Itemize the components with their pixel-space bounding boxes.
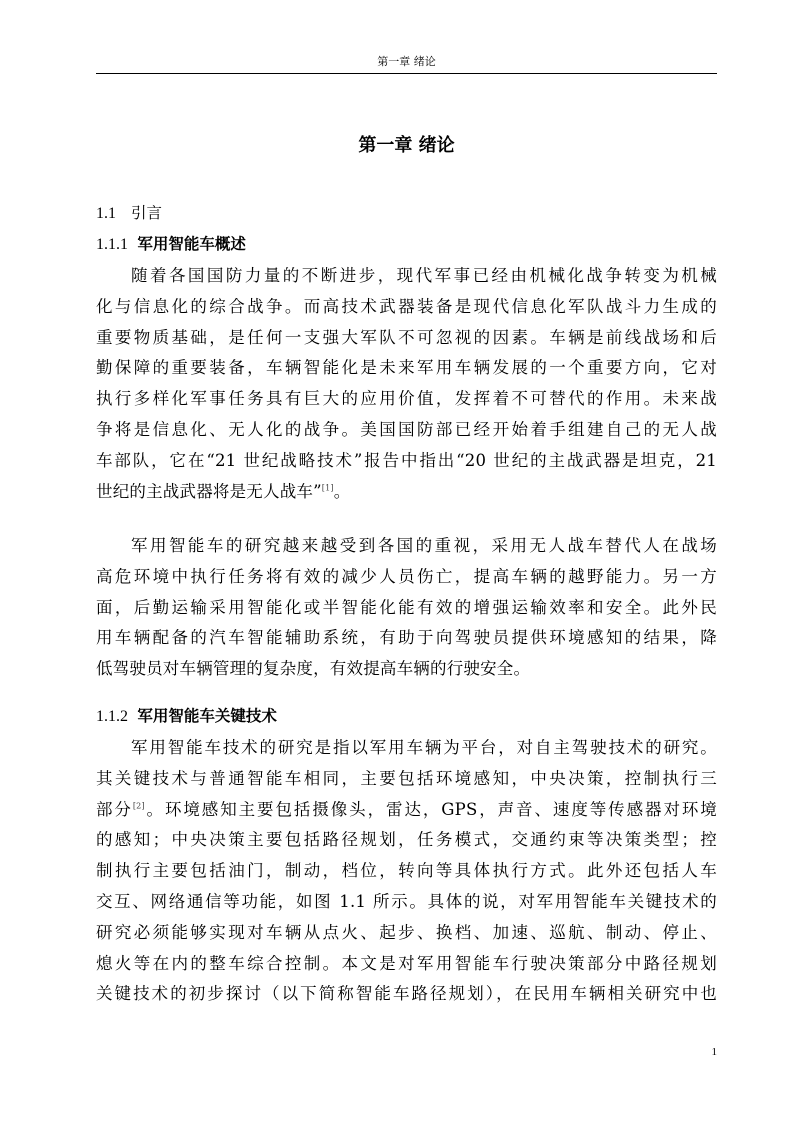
text-line: 面，后勤运输采用智能化或半智能化能有效的增强运输效率和安全。此外民 — [96, 597, 717, 617]
text-fragment: 世纪的主战武器将是无人战车” — [96, 481, 322, 501]
section-heading-1-1-1 — [96, 232, 717, 257]
text-line: 高危环境中执行任务将有效的减少人员伤亡，提高车辆的越野能力。另一方 — [96, 566, 717, 586]
text-fragment: 部分 — [96, 799, 133, 819]
text-line: 重要物质基础，是任何一支强大军队不可忽视的因素。车辆是前线战场和后 — [96, 327, 717, 347]
text-line: 军用智能车技术的研究是指以军用车辆为平台，对自主驾驶技术的研究。 — [131, 738, 717, 757]
paragraph-military-vehicle-overview — [96, 261, 717, 507]
citation-ref: [1] — [321, 483, 334, 493]
text-line: 低驾驶员对车辆管理的复杂度，有效提高车辆的行驶安全。 — [96, 659, 531, 679]
text-line — [96, 795, 717, 826]
text-line: 研究必须能够实现对车辆从点火、起步、换档、加速、巡航、制动、停止、 — [96, 922, 717, 942]
text-line: 制执行主要包括油门，制动，档位，转向等具体执行方式。此外还包括人车 — [96, 861, 717, 881]
text-fragment: 。环境感知主要包括摄像头，雷达，GPS，声音、速度等传感器对环境 — [144, 799, 717, 819]
paragraph-key-technologies — [96, 733, 717, 1010]
text-line: 化与信息化的综合战争。而高技术武器装备是现代信息化军队战斗力生成的 — [96, 296, 717, 316]
text-fragment: 。 — [333, 481, 351, 501]
header-rule — [96, 73, 717, 74]
section-heading-1-1 — [96, 201, 717, 226]
text-line: 军用智能车的研究越来越受到各国的重视，采用无人战车替代人在战场 — [131, 536, 717, 555]
section-title: 军用智能车关键技术 — [137, 707, 277, 725]
text-line: 执行多样化军事任务具有巨大的应用价值，发挥着不可替代的作用。未来战 — [96, 389, 717, 409]
text-line: 交互、网络通信等功能，如图 1.1 所示。具体的说，对军用智能车关键技术的 — [96, 891, 717, 911]
text-line: 关键技术的初步探讨（以下简称智能车路径规划），在民用车辆相关研究中也 — [96, 984, 717, 1004]
text-line: 随着各国国防力量的不断进步，现代军事已经由机械化战争转变为机械 — [131, 266, 717, 285]
page-number: 1 — [711, 1046, 717, 1058]
running-header: 第一章 绪论 — [377, 55, 436, 68]
section-number: 1.1.2 — [96, 708, 128, 725]
section-heading-1-1-2 — [96, 704, 717, 729]
section-title: 引言 — [130, 204, 162, 222]
citation-ref: [2] — [132, 801, 145, 811]
paragraph-research-significance — [96, 531, 717, 685]
chapter-title: 第一章 绪论 — [358, 135, 455, 156]
text-line: 熄火等在内的整车综合控制。本文是对军用智能车行驶决策部分中路径规划 — [96, 953, 717, 973]
text-line: 勤保障的重要装备，车辆智能化是未来军用车辆发展的一个重要方向，它对 — [96, 358, 717, 378]
section-number: 1.1.1 — [96, 236, 128, 253]
text-line — [96, 477, 717, 508]
section-title: 军用智能车概述 — [137, 235, 246, 253]
text-line: 争将是信息化、无人化的战争。美国国防部已经开始着手组建自己的无人战 — [96, 419, 717, 439]
section-number: 1.1 — [96, 205, 116, 222]
text-line: 其关键技术与普通智能车相同，主要包括环境感知，中央决策，控制执行三 — [96, 768, 717, 788]
text-line: 车部队，它在“21 世纪战略技术”报告中指出“20 世纪的主战武器是坦克，21 — [96, 450, 717, 470]
text-line: 用车辆配备的汽车智能辅助系统，有助于向驾驶员提供环境感知的结果，降 — [96, 628, 717, 648]
text-line: 的感知；中央决策主要包括路径规划，任务模式，交通约束等决策类型；控 — [96, 830, 717, 850]
